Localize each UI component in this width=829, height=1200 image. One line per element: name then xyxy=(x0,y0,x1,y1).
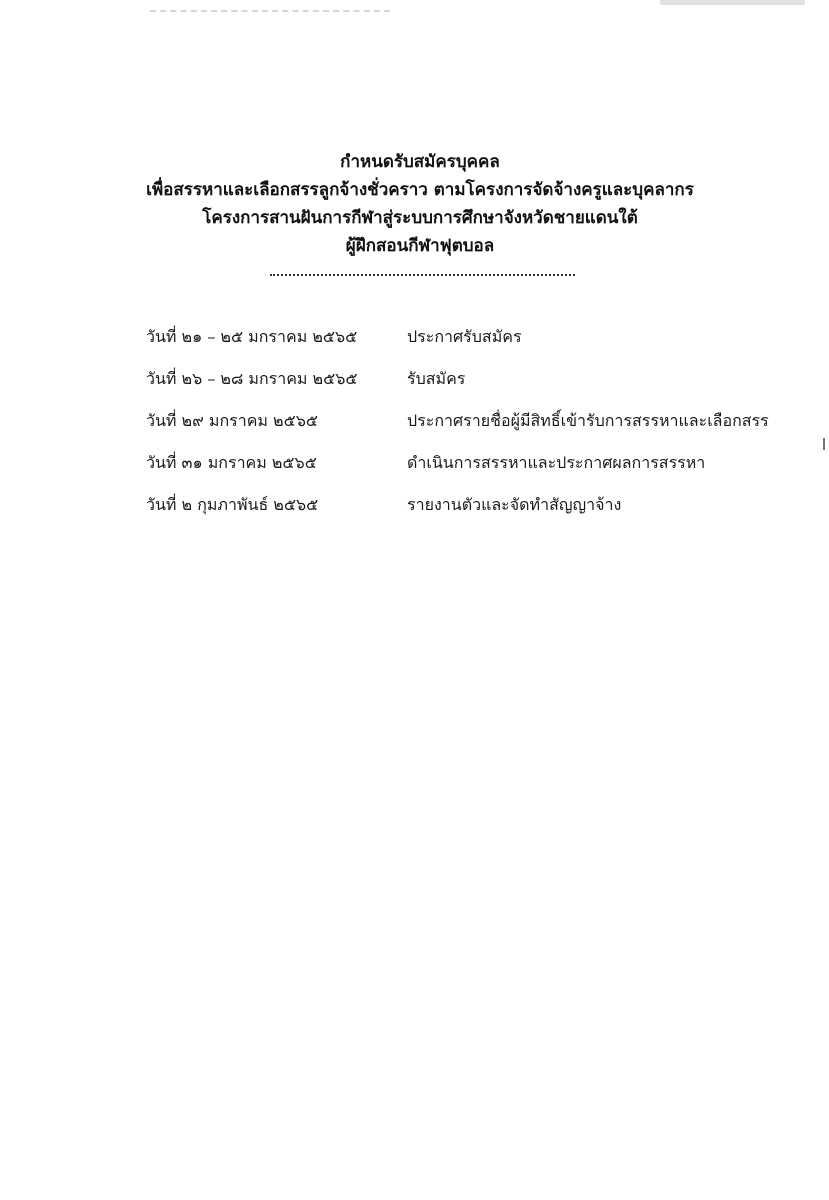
schedule-event: ดำเนินการสรรหาและประกาศผลการสรรหา xyxy=(407,453,706,472)
scan-edge-mark xyxy=(660,0,805,5)
schedule-row xyxy=(0,406,829,436)
schedule-date: วันที่ ๒๙ มกราคม ๒๕๖๕ xyxy=(146,411,318,430)
document-title-block xyxy=(100,148,740,260)
schedule-row xyxy=(0,490,829,520)
schedule-event: ประกาศรายชื่อผู้มีสิทธิ์เข้ารับการสรรหาและเลือกสรร xyxy=(407,411,769,430)
schedule-row xyxy=(0,364,829,394)
schedule-date: วันที่ ๒๑ – ๒๕ มกราคม ๒๕๖๕ xyxy=(146,327,358,346)
schedule-row xyxy=(0,322,829,352)
dotted-divider xyxy=(270,274,575,276)
schedule-date: วันที่ ๓๑ มกราคม ๒๕๖๕ xyxy=(146,453,317,472)
schedule-date: วันที่ ๒ กุมภาพันธ์ ๒๕๖๕ xyxy=(146,495,319,514)
schedule-event: รายงานตัวและจัดทำสัญญาจ้าง xyxy=(407,495,622,514)
document-title: กำหนดรับสมัครบุคคล xyxy=(340,152,500,172)
scan-edge-mark xyxy=(150,0,390,12)
schedule-row xyxy=(0,448,829,478)
schedule-event: ประกาศรับสมัคร xyxy=(407,327,522,346)
schedule-event: รับสมัคร xyxy=(407,369,466,388)
project-name: โครงการสานฝันการกีฬาสู่ระบบการศึกษาจังหวัดชายแดนใต้ xyxy=(202,208,638,228)
position-name: ผู้ฝึกสอนกีฬาฟุตบอล xyxy=(345,236,495,256)
schedule-date: วันที่ ๒๖ – ๒๘ มกราคม ๒๕๖๕ xyxy=(146,369,358,388)
document-subtitle: เพื่อสรรหาและเลือกสรรลูกจ้างชั่วคราว ตามโครงการจัดจ้างครูและบุคลากร xyxy=(146,180,694,200)
